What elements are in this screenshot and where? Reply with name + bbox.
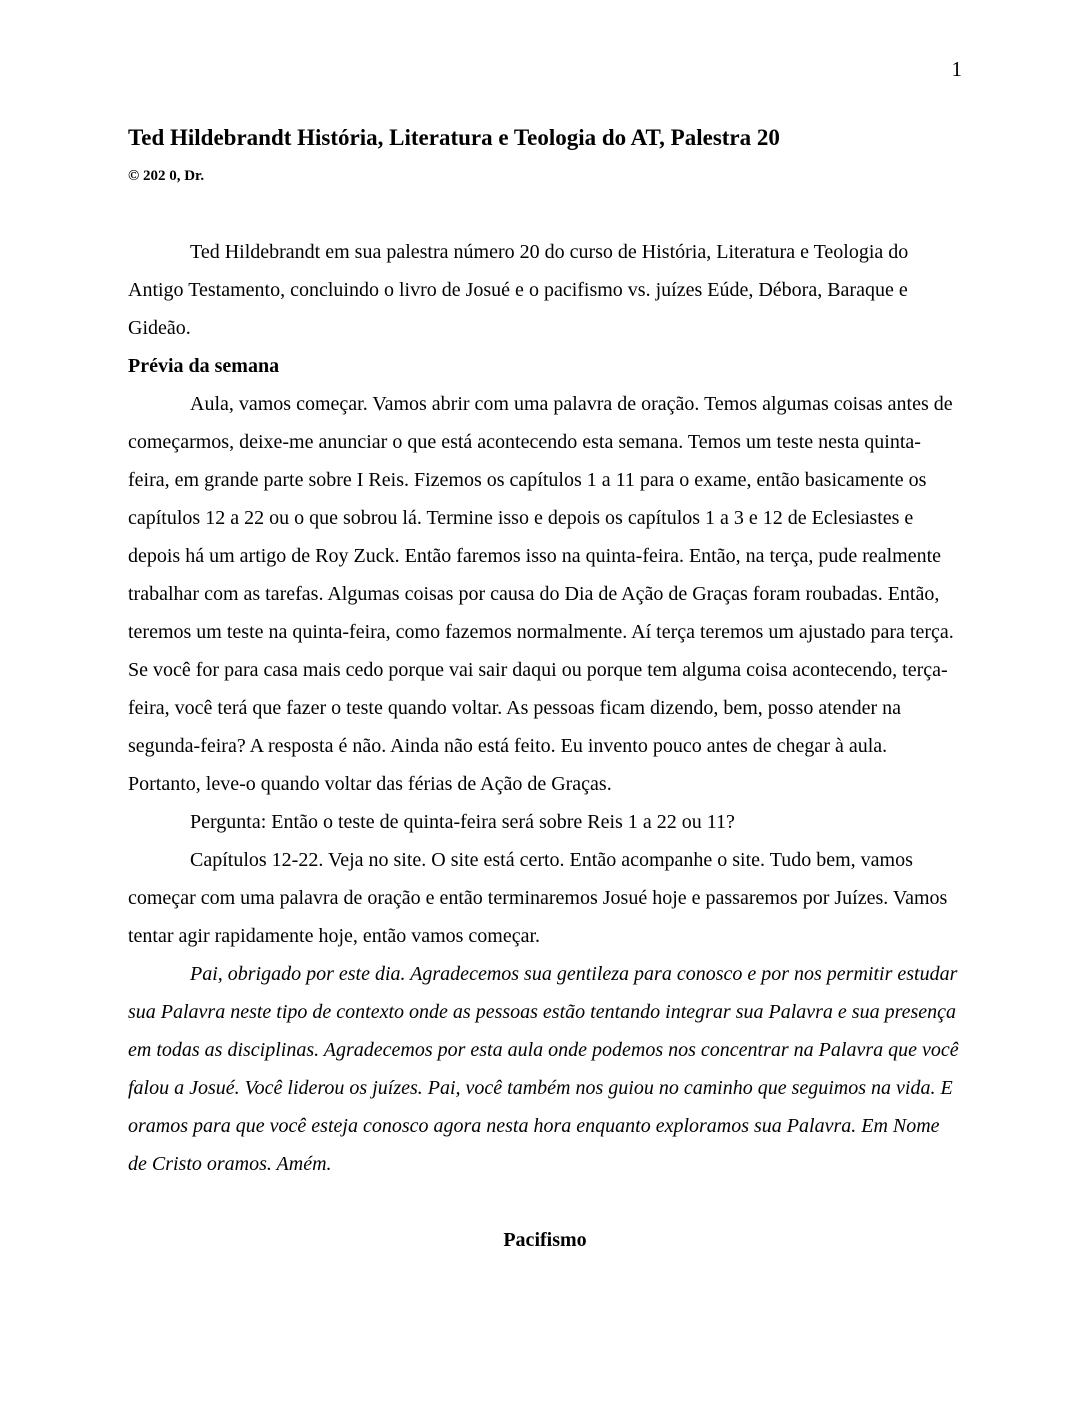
paragraph-answer: Capítulos 12-22. Veja no site. O site está certo. Então acompanhe o site. Tudo bem, vamos começar com uma palavra de oração e então terminaremos Josué hoje e passaremos por Juízes. Vamos tentar agir rapidamente hoje, então vamos começar. — [128, 849, 948, 947]
document-body — [128, 233, 962, 1259]
paragraph-prayer: Pai, obrigado por este dia. Agradecemos sua gentileza para conosco e por nos permitir estudar sua Palavra neste tipo de contexto onde as pessoas estão tentando integrar sua Palavra e sua presença em todas as disciplinas. Agradecemos por esta aula onde podemos nos concentrar na Palavra que você falou a Josué. Você liderou os juízes. Pai, você também nos guiou no caminho que seguimos na vida. E oramos para que você esteja conosco agora nesta hora enquanto exploramos sua Palavra. Em Nome de Cristo oramos. Amém. — [128, 963, 959, 1175]
paragraph-intro: Ted Hildebrandt em sua palestra número 20 do curso de História, Literatura e Teologia do Antigo Testamento, concluindo o livro de Josué e o pacifismo vs. juízes Eúde, Débora, Baraque e Gideão. — [128, 241, 909, 339]
page-number: 1 — [951, 57, 962, 81]
paragraph-week-announcements: Aula, vamos começar. Vamos abrir com uma palavra de oração. Temos algumas coisas antes de começarmos, deixe-me anunciar o que está acontecendo esta semana. Temos um teste nesta quinta-feira, em grande parte sobre I Reis. Fizemos os capítulos 1 a 11 para o exame, então basicamente os capítulos 12 a 22 ou o que sobrou lá. Termine isso e depois os capítulos 1 a 3 e 12 de Eclesiastes e depois há um artigo de Roy Zuck. Então faremos isso na quinta-feira. Então, na terça, pude realmente trabalhar com as tarefas. Algumas coisas por causa do Dia de Ação de Graças foram roubadas. Então, teremos um teste na quinta-feira, como fazemos normalmente. Aí terça teremos um ajustado para terça. Se você for para casa mais cedo porque vai sair daqui ou porque tem alguma coisa acontecendo, terça-feira, você terá que fazer o teste quando voltar. As pessoas ficam dizendo, bem, posso atender na segunda-feira? A resposta é não. Ainda não está feito. Eu invento pouco antes de chegar à aula. Portanto, leve-o quando voltar das férias de Ação de Graças. — [128, 393, 954, 795]
document-title: Ted Hildebrandt História, Literatura e Teologia do AT, Palestra 20 — [128, 125, 780, 150]
section-heading-pacifismo: Pacifismo — [503, 1229, 587, 1251]
paragraph-question: Pergunta: Então o teste de quinta-feira será sobre Reis 1 a 22 ou 11? — [190, 811, 735, 833]
section-heading-previa-da-semana: Prévia da semana — [128, 355, 280, 377]
copyright-line: © 202 0, Dr. — [128, 168, 205, 184]
